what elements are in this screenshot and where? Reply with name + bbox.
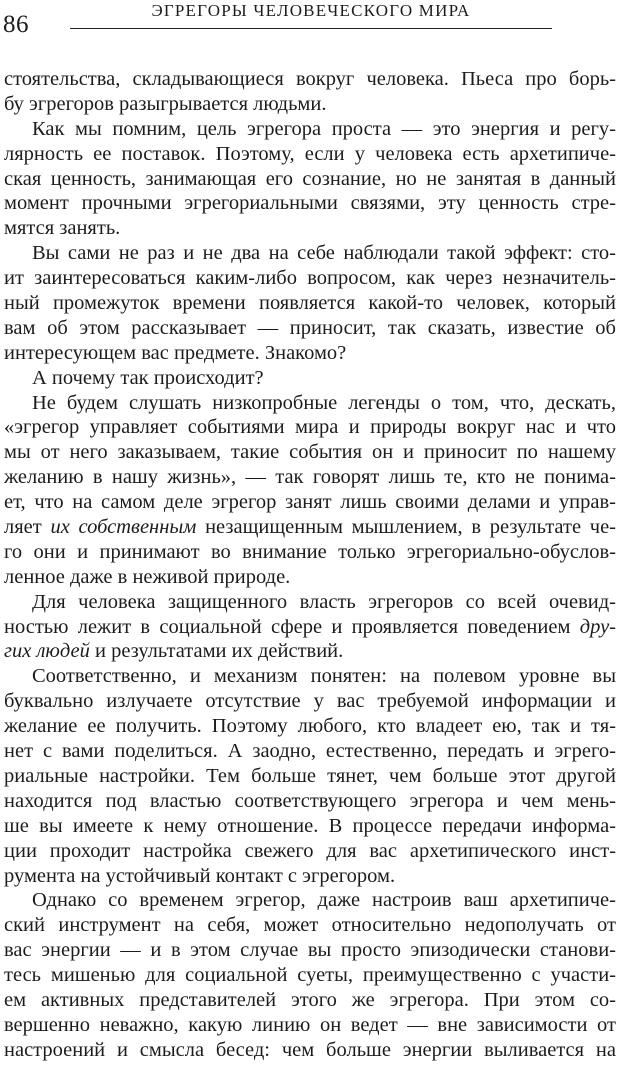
paragraph (4, 241, 616, 365)
text-line: мы от него заказываем, такие события он и приносит по нашему (4, 441, 616, 464)
text-line-with-italic (4, 615, 616, 640)
text-line: Не будем слушать низкопробные легенды о том, что, дескать, (32, 391, 616, 414)
text-line: Соответственно, и механизм понятен: на полевом уровне вы (32, 665, 616, 688)
text-line: бу эгрегоров разыгрывается людьми. (4, 92, 327, 115)
text-line: буквально излучаете отсутствие у вас требуемой информации и (4, 690, 616, 713)
italic-phrase: их собственным (50, 516, 197, 539)
text-line: ский инструмент на себя, может относительно недополучать от (4, 914, 616, 937)
text-line: вас энергии — и в этом случае вы просто эпизодически станови- (4, 939, 616, 962)
text-line: стоятельства, складывающиеся вокруг человека. Пьеса про борь- (4, 68, 616, 90)
text-line: ем активных представителей этого же эгрегора. При этом со- (4, 988, 616, 1011)
paragraph (4, 117, 616, 241)
text-fragment: ностью лежит в социальной сфере и проявляется поведением (4, 615, 580, 638)
text-line: вам об этом рассказывает — приносит, так сказать, известие об (4, 316, 616, 339)
text-line: находится под властью соответствующего эгрегора и чем мень- (4, 789, 616, 812)
text-line: «эгрегор управляет событиями мира и природы вокруг нас и что (4, 416, 616, 439)
text-line: Как мы помним, цель эгрегора проста — это энергия и регу- (32, 117, 616, 140)
text-fragment: и результатами их действий. (89, 640, 344, 663)
paragraph (4, 590, 616, 665)
text-line: настроений и смысла бесед: чем больше энергии выливается на (4, 1038, 616, 1061)
text-line: желание ее получить. Поэтому любого, кто владеет ею, так и тя- (4, 715, 616, 738)
text-line: интересующем вас предмете. Знакомо? (4, 341, 347, 364)
text-line: момент прочными эгрегориальными связями, эту ценность стре- (4, 192, 616, 215)
text-line: риальные настройки. Тем больше тянет, чем больше этот другой (4, 764, 616, 787)
paragraph (4, 888, 616, 1062)
italic-phrase: дру- (579, 615, 616, 638)
body-text (4, 67, 616, 1063)
header-rule (70, 28, 552, 29)
text-line: Однако со временем эгрегор, даже настроив ваш архетипиче- (32, 889, 616, 912)
text-line: ше вы имеете к нему отношение. В процессе передачи информа- (4, 814, 616, 837)
paragraph (4, 366, 616, 391)
text-line: Для человека защищенного власть эгрегоров со всей очевид- (32, 590, 616, 613)
text-line: мятся занять. (4, 217, 121, 240)
text-line: ит заинтересоваться каким-либо вопросом, как через незначитель- (4, 267, 616, 290)
text-line: тесь мишенью для социальной суеты, преимущественно с участи- (4, 964, 616, 987)
text-line: ный промежуток времени появляется какой-то человек, который (4, 292, 616, 315)
text-line: румента на устойчивый контакт с эгрегором. (4, 864, 396, 887)
paragraph (4, 67, 616, 117)
text-line-with-italic (4, 515, 616, 540)
text-line: го они и принимают во внимание только эгрегориально-обуслов- (4, 540, 616, 563)
text-line: лярность ее поставок. Поэтому, если у человека есть архетипиче- (4, 142, 616, 165)
text-line: вершенно неважно, какую линию он ведет — вне зависимости от (4, 1013, 616, 1036)
text-line: нет с вами поделиться. А заодно, естественно, передать и эгрего- (4, 740, 616, 763)
text-line-with-italic (4, 639, 616, 664)
italic-phrase: гих людей (4, 640, 90, 663)
text-line: ции проходит настройка свежего для вас архетипического инст- (4, 839, 616, 862)
running-title: ЭГРЕГОРЫ ЧЕЛОВЕЧЕСКОГО МИРА (151, 1, 471, 20)
text-line: ет, что на самом деле эгрегор занят лишь своими делами и управ- (4, 491, 616, 514)
paragraph (4, 664, 616, 888)
text-fragment: незащищенным мышлением, в результате че- (196, 516, 617, 539)
text-fragment: ляет (4, 516, 51, 539)
text-line: желанию в нашу жизнь», — так говорят лишь те, кто не понима- (4, 466, 616, 489)
page-header (0, 0, 620, 40)
page-number: 86 (3, 11, 29, 38)
text-line: ская ценность, занимающая его сознание, но не занятая в данный (4, 167, 616, 190)
text-line: А почему так происходит? (32, 366, 264, 389)
paragraph (4, 391, 616, 590)
text-line: Вы сами не раз и не два на себе наблюдали такой эффект: сто- (32, 242, 616, 265)
text-line: ленное даже в неживой природе. (4, 565, 291, 588)
